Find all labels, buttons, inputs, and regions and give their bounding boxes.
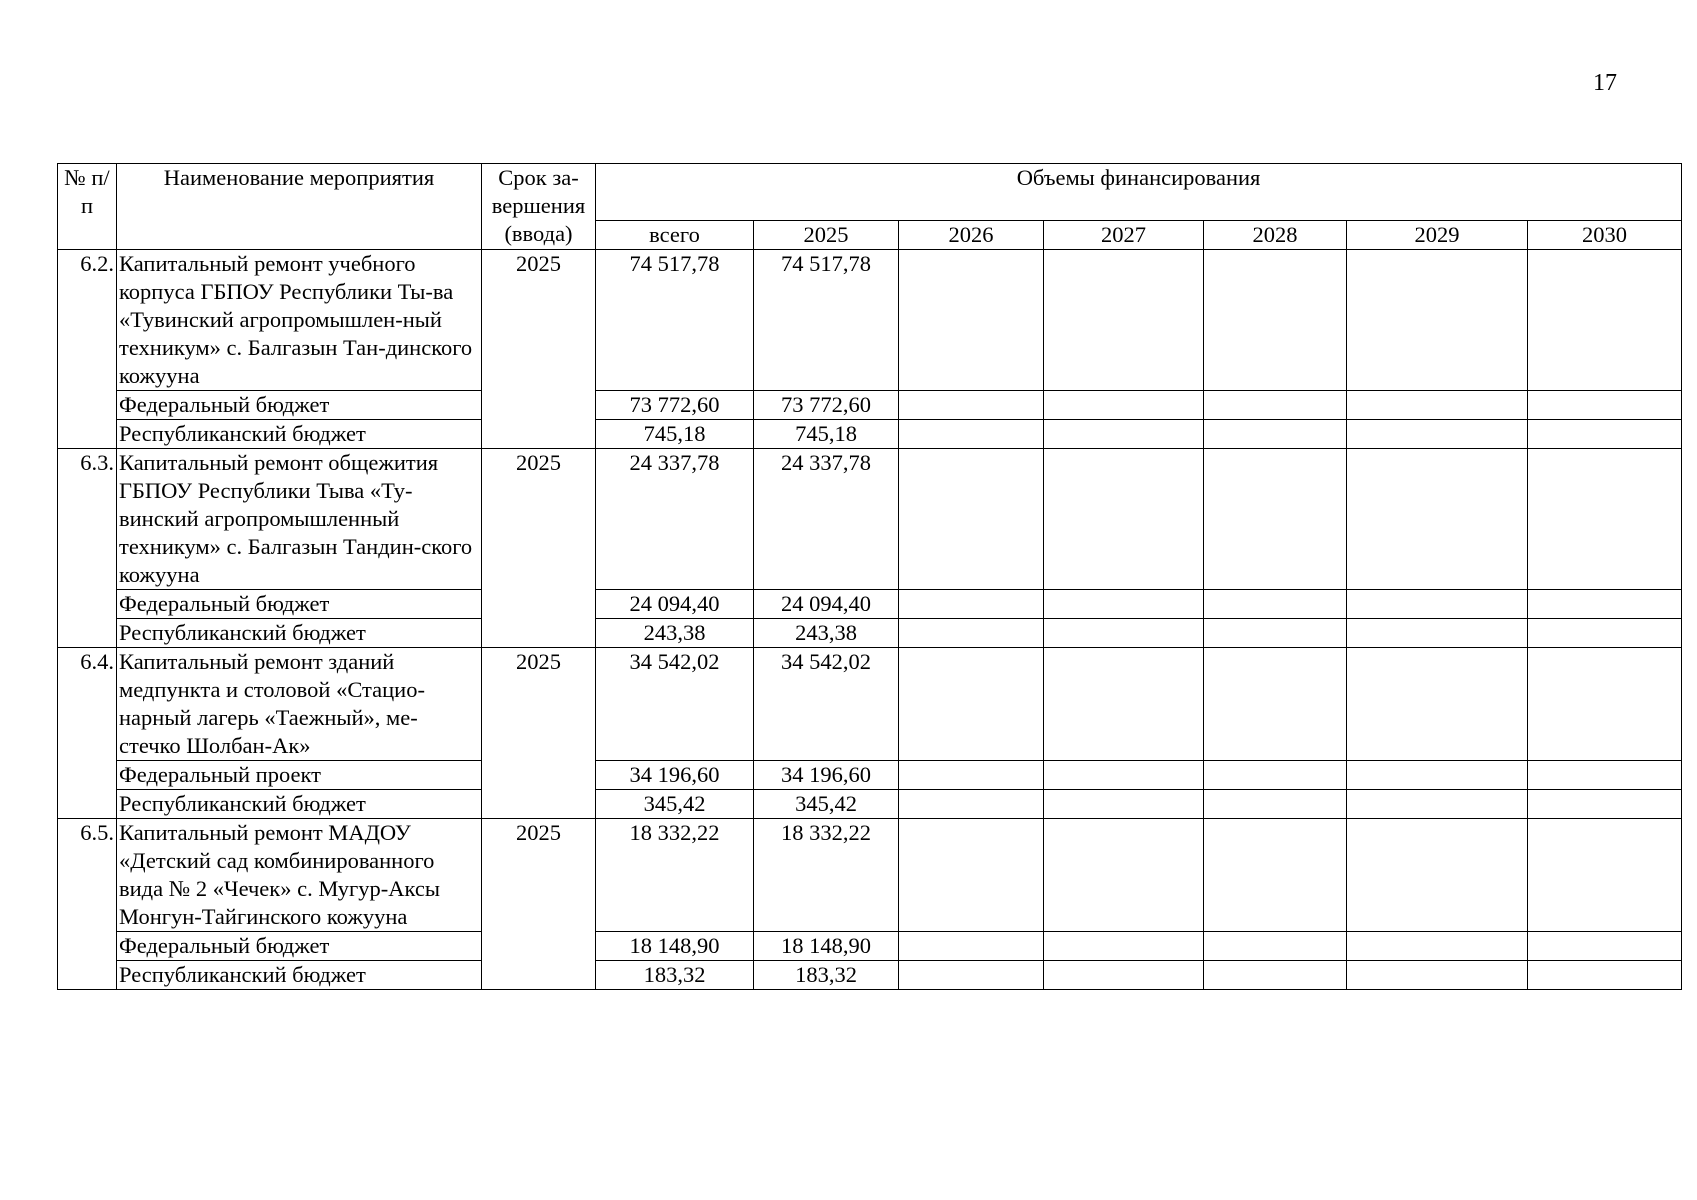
page-number: 17 xyxy=(1593,70,1617,96)
header-year-2029: 2029 xyxy=(1347,221,1528,250)
value-2025: 345,42 xyxy=(754,790,899,819)
value-2029 xyxy=(1347,250,1528,391)
table-row xyxy=(58,648,1682,761)
header-year-2028: 2028 xyxy=(1204,221,1347,250)
value-2026 xyxy=(899,961,1044,990)
value-2029 xyxy=(1347,590,1528,619)
value-2028 xyxy=(1204,790,1347,819)
value-2025: 34 196,60 xyxy=(754,761,899,790)
table-row xyxy=(58,391,1682,420)
total-value: 183,32 xyxy=(596,961,754,990)
value-2030 xyxy=(1528,449,1682,590)
header-year-2030: 2030 xyxy=(1528,221,1682,250)
value-2029 xyxy=(1347,391,1528,420)
funding-source: Республиканский бюджет xyxy=(117,961,482,990)
value-2025: 74 517,78 xyxy=(754,250,899,391)
value-2030 xyxy=(1528,790,1682,819)
funding-source: Федеральный проект xyxy=(117,761,482,790)
value-2030 xyxy=(1528,819,1682,932)
header-no: № п/п xyxy=(58,164,117,250)
value-2030 xyxy=(1528,961,1682,990)
deadline-year: 2025 xyxy=(482,250,596,449)
activity-name: Капитальный ремонт учебного корпуса ГБПОУ Республики Ты-ва «Тувинский агропромышлен-ный техникум» с. Балгазын Тан-динского кожууна xyxy=(117,250,482,391)
total-value: 34 196,60 xyxy=(596,761,754,790)
value-2026 xyxy=(899,790,1044,819)
funding-source: Республиканский бюджет xyxy=(117,619,482,648)
value-2028 xyxy=(1204,449,1347,590)
row-number: 6.3. xyxy=(58,449,117,648)
value-2028 xyxy=(1204,648,1347,761)
funding-source: Федеральный бюджет xyxy=(117,391,482,420)
funding-source: Федеральный бюджет xyxy=(117,932,482,961)
value-2030 xyxy=(1528,932,1682,961)
header-year-2025: 2025 xyxy=(754,221,899,250)
header-deadline: Срок за-вершения (ввода) xyxy=(482,164,596,250)
value-2029 xyxy=(1347,790,1528,819)
total-value: 18 148,90 xyxy=(596,932,754,961)
value-2028 xyxy=(1204,819,1347,932)
total-value: 345,42 xyxy=(596,790,754,819)
value-2027 xyxy=(1044,648,1204,761)
value-2025: 24 337,78 xyxy=(754,449,899,590)
total-value: 745,18 xyxy=(596,420,754,449)
value-2029 xyxy=(1347,961,1528,990)
value-2026 xyxy=(899,449,1044,590)
value-2026 xyxy=(899,761,1044,790)
row-number: 6.4. xyxy=(58,648,117,819)
value-2026 xyxy=(899,819,1044,932)
value-2030 xyxy=(1528,420,1682,449)
value-2029 xyxy=(1347,819,1528,932)
total-value: 34 542,02 xyxy=(596,648,754,761)
total-value: 74 517,78 xyxy=(596,250,754,391)
table-row xyxy=(58,790,1682,819)
value-2030 xyxy=(1528,391,1682,420)
value-2029 xyxy=(1347,619,1528,648)
value-2027 xyxy=(1044,790,1204,819)
total-value: 243,38 xyxy=(596,619,754,648)
table-row xyxy=(58,420,1682,449)
value-2025: 18 332,22 xyxy=(754,819,899,932)
value-2029 xyxy=(1347,932,1528,961)
header-year-2027: 2027 xyxy=(1044,221,1204,250)
activity-name: Капитальный ремонт зданий медпункта и столовой «Стацио-нарный лагерь «Таежный», ме-стечко Шолбан-Ак» xyxy=(117,648,482,761)
header-name: Наименование мероприятия xyxy=(117,164,482,250)
value-2026 xyxy=(899,619,1044,648)
value-2030 xyxy=(1528,648,1682,761)
funding-source: Федеральный бюджет xyxy=(117,590,482,619)
row-number: 6.5. xyxy=(58,819,117,990)
header-year-2026: 2026 xyxy=(899,221,1044,250)
value-2029 xyxy=(1347,449,1528,590)
value-2029 xyxy=(1347,420,1528,449)
header-funding: Объемы финансирования xyxy=(596,164,1682,221)
total-value: 24 094,40 xyxy=(596,590,754,619)
table-row xyxy=(58,932,1682,961)
value-2025: 18 148,90 xyxy=(754,932,899,961)
value-2027 xyxy=(1044,819,1204,932)
total-value: 73 772,60 xyxy=(596,391,754,420)
value-2027 xyxy=(1044,761,1204,790)
deadline-year: 2025 xyxy=(482,648,596,819)
value-2030 xyxy=(1528,619,1682,648)
value-2028 xyxy=(1204,250,1347,391)
value-2025: 745,18 xyxy=(754,420,899,449)
value-2027 xyxy=(1044,619,1204,648)
value-2026 xyxy=(899,590,1044,619)
header-year-total: всего xyxy=(596,221,754,250)
value-2025: 243,38 xyxy=(754,619,899,648)
value-2026 xyxy=(899,420,1044,449)
value-2030 xyxy=(1528,250,1682,391)
value-2027 xyxy=(1044,961,1204,990)
value-2028 xyxy=(1204,961,1347,990)
value-2027 xyxy=(1044,449,1204,590)
value-2027 xyxy=(1044,391,1204,420)
funding-source: Республиканский бюджет xyxy=(117,790,482,819)
value-2026 xyxy=(899,932,1044,961)
table-row xyxy=(58,819,1682,932)
value-2029 xyxy=(1347,648,1528,761)
table-row xyxy=(58,590,1682,619)
value-2026 xyxy=(899,391,1044,420)
table-row xyxy=(58,250,1682,391)
value-2028 xyxy=(1204,391,1347,420)
value-2026 xyxy=(899,250,1044,391)
value-2026 xyxy=(899,648,1044,761)
value-2027 xyxy=(1044,250,1204,391)
row-number: 6.2. xyxy=(58,250,117,449)
total-value: 24 337,78 xyxy=(596,449,754,590)
deadline-year: 2025 xyxy=(482,449,596,648)
table-row xyxy=(58,449,1682,590)
value-2025: 34 542,02 xyxy=(754,648,899,761)
value-2028 xyxy=(1204,590,1347,619)
deadline-year: 2025 xyxy=(482,819,596,990)
funding-table xyxy=(57,163,1682,990)
value-2028 xyxy=(1204,619,1347,648)
value-2025: 183,32 xyxy=(754,961,899,990)
total-value: 18 332,22 xyxy=(596,819,754,932)
table-row xyxy=(58,761,1682,790)
table-row xyxy=(58,961,1682,990)
value-2025: 24 094,40 xyxy=(754,590,899,619)
value-2030 xyxy=(1528,590,1682,619)
activity-name: Капитальный ремонт общежития ГБПОУ Республики Тыва «Ту-винский агропромышленный техникум» с. Балгазын Тандин-ского кожууна xyxy=(117,449,482,590)
value-2029 xyxy=(1347,761,1528,790)
value-2025: 73 772,60 xyxy=(754,391,899,420)
activity-name: Капитальный ремонт МАДОУ «Детский сад комбинированного вида № 2 «Чечек» с. Мугур-Аксы Монгун-Тайгинского кожууна xyxy=(117,819,482,932)
value-2030 xyxy=(1528,761,1682,790)
value-2027 xyxy=(1044,932,1204,961)
table-row xyxy=(58,619,1682,648)
value-2028 xyxy=(1204,420,1347,449)
value-2027 xyxy=(1044,420,1204,449)
value-2027 xyxy=(1044,590,1204,619)
funding-source: Республиканский бюджет xyxy=(117,420,482,449)
value-2028 xyxy=(1204,932,1347,961)
value-2028 xyxy=(1204,761,1347,790)
